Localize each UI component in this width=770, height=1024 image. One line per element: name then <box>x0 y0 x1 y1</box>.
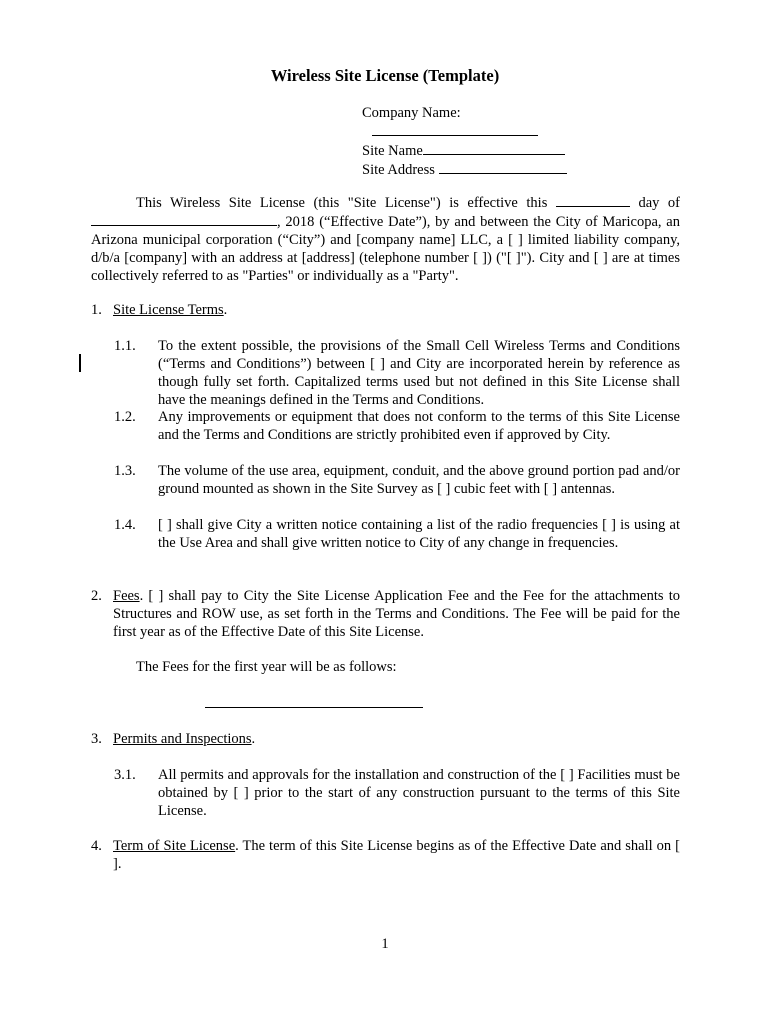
section-1-num: 1. <box>91 302 102 318</box>
section-1-4-num: 1.4. <box>114 517 136 533</box>
site-address-label: Site Address <box>362 162 435 178</box>
intro-part3: , 2018 (“Effective Date”), by and between the City of Maricopa, an Arizona municipal corporation (“City”) and [company name] LLC, a [ ] limited liability company, d/b/a [company] with an address at [address] (telephone number [ ]) ("[ ]"). City and [ ] are at times collectively referred to as "Parties" or individually as a "Party". <box>91 214 680 284</box>
company-name-label: Company Name: <box>362 105 461 121</box>
header-block <box>362 104 567 179</box>
intro-part1: This Wireless Site License (this "Site License") is effective this <box>136 195 548 211</box>
section-3-1-text: All permits and approvals for the installation and construction of the [ ] Facilities must be obtained by [ ] prior to the start of any construction pursuant to the terms of this Site License. <box>158 767 680 819</box>
section-4-title: Term of Site License <box>113 838 236 854</box>
section-3-1-num: 3.1. <box>114 767 136 783</box>
site-name-label: Site Name <box>362 143 423 159</box>
fees-intro: The Fees for the first year will be as follows: <box>136 659 397 675</box>
page-number: 1 <box>381 936 389 952</box>
revision-bar <box>79 354 81 372</box>
company-name-blank <box>362 122 567 141</box>
section-3-num: 3. <box>91 731 102 747</box>
section-1-2-text: Any improvements or equipment that does not conform to the terms of this Site License and the Terms and Conditions are strictly prohibited even if approved by City. <box>158 409 680 443</box>
section-1-3-num: 1.3. <box>114 463 136 479</box>
document-title: Wireless Site License (Template) <box>270 66 500 85</box>
section-1-title-suffix: . <box>223 302 228 318</box>
section-1-2-num: 1.2. <box>114 409 136 425</box>
fees-blank-line <box>205 707 423 708</box>
section-3-title-suffix: . <box>251 731 256 747</box>
section-1-3-text: The volume of the use area, equipment, conduit, and the above ground portion pad and/or ground mounted as shown in the Site Survey as [ ] cubic feet with [ ] antennas. <box>158 463 680 497</box>
site-address-line <box>362 160 567 179</box>
section-1-1-text: To the extent possible, the provisions of the Small Cell Wireless Terms and Conditions (“Terms and Conditions”) between [ ] and City are incorporated herein by reference as though fully set forth. Capitalized terms used but not defined in this Site License shall have the meanings defined in the Terms and Conditions. <box>158 338 680 408</box>
section-2-num: 2. <box>91 588 102 604</box>
section-4-num: 4. <box>91 838 102 854</box>
section-1-4-text: [ ] shall give City a written notice containing a list of the radio frequencies [ ] is using at the Use Area and shall give written notice to City of any change in frequencies. <box>158 517 680 551</box>
section-2-title: Fees <box>113 588 140 604</box>
section-4-text: . The term of this Site License begins as of the Effective Date and shall on [ ]. <box>113 838 680 872</box>
section-1-1-num: 1.1. <box>114 338 136 354</box>
section-1-title: Site License Terms <box>113 302 224 318</box>
section-2-text: . [ ] shall pay to City the Site License Application Fee and the Fee for the attachments to Structures and ROW use, as set forth in the Terms and Conditions. The Fee will be paid for the first year as of the Effective Date of this Site License. <box>113 588 680 640</box>
intro-paragraph <box>91 193 680 285</box>
site-name-line <box>362 141 567 160</box>
intro-part2: day of <box>638 195 681 211</box>
section-3-title: Permits and Inspections <box>113 731 252 747</box>
